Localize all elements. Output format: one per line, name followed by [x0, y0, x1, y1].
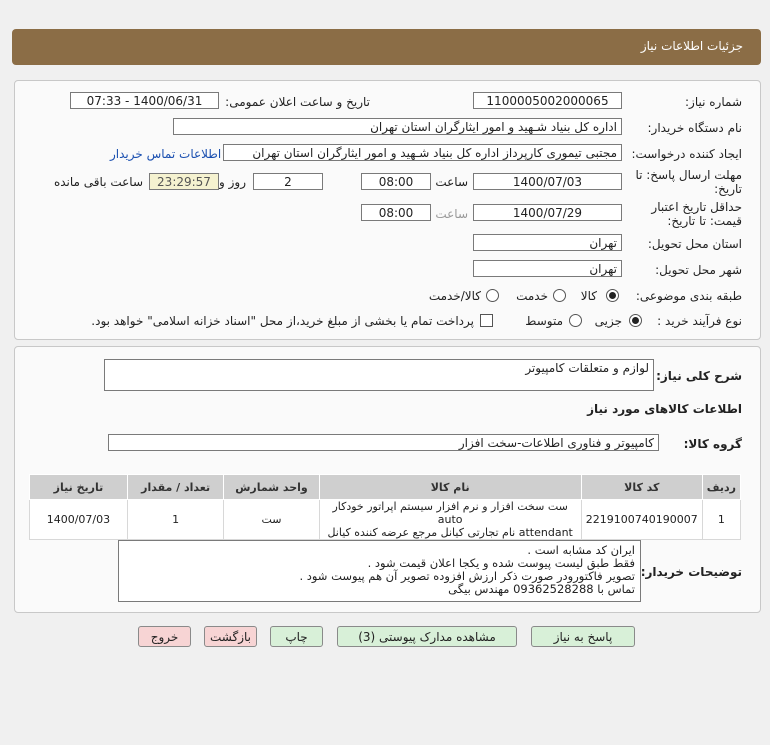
payment-note: پرداخت تمام یا بخشی از مبلغ خرید،از محل "اسناد خزانه اسلامی" خواهد بود.	[91, 314, 474, 328]
deadline-date-field: 1400/07/03	[473, 173, 622, 190]
buyer-org-label: نام دستگاه خریدار:	[647, 121, 742, 135]
cell-name-line1: ست سخت افزار و نرم افزار سیستم اپراتور خودکار auto	[332, 500, 568, 526]
cell-unit: ست	[224, 500, 319, 540]
deadline-label-line1: مهلت ارسال پاسخ: تا	[635, 168, 742, 182]
print-button[interactable]: چاپ	[270, 626, 323, 647]
buyer-note-line: فقط طبق لیست پیوست شده و یکجا اعلان قیمت شود .	[367, 556, 635, 570]
goods-table	[29, 474, 741, 540]
cell-row: 1	[702, 500, 740, 540]
payment-checkbox[interactable]	[480, 314, 493, 327]
buyer-note-line: تماس با 09362528288 مهندس بیگی	[448, 582, 635, 596]
buyer-notes-label: توضیحات خریدار:	[640, 565, 742, 579]
announce-label: تاریخ و ساعت اعلان عمومی:	[225, 95, 370, 109]
back-button[interactable]: بازگشت	[204, 626, 257, 647]
announce-field: 1400/06/31 - 07:33	[70, 92, 219, 109]
col-qty-header: تعداد / مقدار	[127, 475, 224, 500]
summary-label: شرح کلی نیاز:	[656, 369, 742, 383]
table-header-row	[30, 475, 741, 500]
cell-name	[319, 500, 581, 540]
days-field: 2	[253, 173, 323, 190]
deadline-time-field: 08:00	[361, 173, 431, 190]
remaining-time-field: 23:29:57	[149, 173, 219, 190]
buyer-notes-box	[118, 540, 641, 602]
category-radio-service[interactable]	[553, 289, 566, 302]
col-unit-header: واحد شمارش	[224, 475, 319, 500]
goods-group-field: کامپیوتر و فناوری اطلاعات-سخت افزار	[108, 434, 659, 451]
process-radio-minor[interactable]	[629, 314, 642, 327]
category-option-service: خدمت	[516, 289, 548, 303]
province-field: تهران	[473, 234, 622, 251]
remaining-label: ساعت باقی مانده	[53, 175, 143, 189]
validity-time-label: ساعت	[435, 207, 468, 221]
exit-button[interactable]: خروج	[138, 626, 191, 647]
requester-field: مجتبی تیموری کارپرداز اداره کل بنیاد شـهید و امور ایثارگران استان تهران	[223, 144, 622, 161]
category-label: طبقه بندی موضوعی:	[635, 289, 742, 303]
col-date-header: تاریخ نیاز	[30, 475, 128, 500]
process-label: نوع فرآیند خرید :	[657, 314, 742, 328]
reply-button[interactable]: پاسخ به نیاز	[531, 626, 635, 647]
validity-label-line1: حداقل تاریخ اعتبار	[651, 200, 742, 214]
table-row	[30, 500, 741, 540]
need-number-label: شماره نیاز:	[685, 95, 742, 109]
category-radio-goods-service[interactable]	[486, 289, 499, 302]
category-radio-goods[interactable]	[606, 289, 619, 302]
cell-date: 1400/07/03	[30, 500, 128, 540]
city-label: شهر محل تحویل:	[655, 263, 742, 277]
validity-date-field: 1400/07/29	[473, 204, 622, 221]
buyer-note-line: تصویر فاکتورودر صورت ذکر ارزش افزوده تصویر آن هم پیوست شود .	[299, 569, 635, 583]
process-radio-medium[interactable]	[569, 314, 582, 327]
validity-label-line2: قیمت: تا تاریخ:	[667, 214, 742, 228]
buyer-contact-link[interactable]: اطلاعات تماس خریدار	[110, 147, 222, 161]
cell-qty: 1	[127, 500, 224, 540]
cell-name-line2: attendant نام تجارتی کیانل مرجع عرضه کننده کیانل	[327, 526, 573, 539]
goods-group-label: گروه کالا:	[683, 437, 742, 451]
category-option-goods-service: کالا/خدمت	[428, 289, 481, 303]
validity-time-field: 08:00	[361, 204, 431, 221]
col-code-header: کد کالا	[581, 475, 702, 500]
city-field: تهران	[473, 260, 622, 277]
need-number-field: 1100005002000065	[473, 92, 622, 109]
province-label: استان محل تحویل:	[647, 237, 742, 251]
cell-code: 2219100740190007	[581, 500, 702, 540]
buyer-org-field: اداره کل بنیاد شـهید و امور ایثارگران استان تهران	[173, 118, 622, 135]
requester-label: ایجاد کننده درخواست:	[631, 147, 742, 161]
buyer-note-line: ایران کد مشابه است .	[527, 543, 635, 557]
view-documents-button[interactable]: مشاهده مدارک پیوستی (3)	[337, 626, 517, 647]
category-option-goods: کالا	[580, 289, 597, 303]
goods-info-title: اطلاعات کالاهای مورد نیاز	[587, 402, 742, 416]
page-title-bar	[12, 29, 761, 65]
days-label: روز و	[219, 175, 246, 189]
process-option-medium: متوسط	[525, 314, 563, 328]
process-option-minor: جزیی	[594, 314, 622, 328]
deadline-label-line2: تاریخ:	[714, 182, 742, 196]
summary-field: لوازم و متعلقات کامپیوتر	[104, 359, 654, 391]
col-name-header: نام کالا	[319, 475, 581, 500]
deadline-time-label: ساعت	[435, 175, 468, 189]
col-row-header: ردیف	[702, 475, 740, 500]
page-title: جزئیات اطلاعات نیاز	[640, 39, 743, 53]
